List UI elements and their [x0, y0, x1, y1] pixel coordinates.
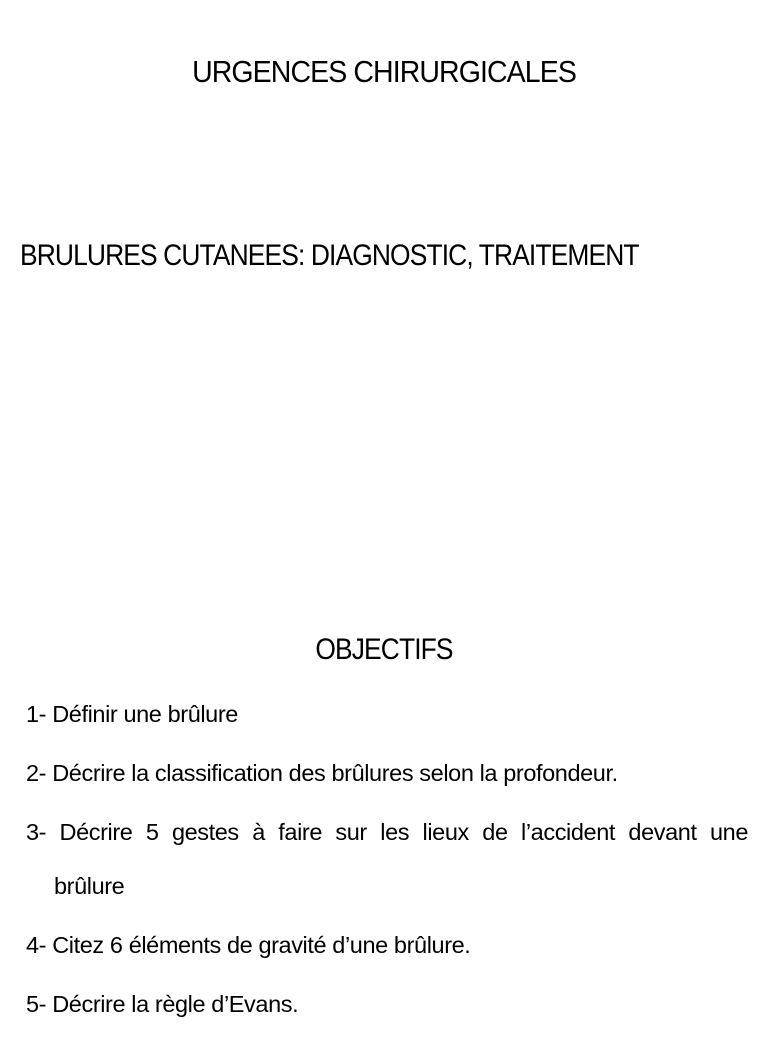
objectives-heading: OBJECTIFS — [315, 633, 453, 666]
objective-item-5 — [26, 988, 748, 1020]
objective-text-continuation: brûlure — [54, 873, 125, 899]
objectives-list — [26, 698, 748, 1047]
objective-item-1 — [26, 698, 748, 730]
objective-text: 2- Décrire la classification des brûlures selon la profondeur. — [26, 760, 618, 786]
objective-item-4 — [26, 929, 748, 961]
main-title: URGENCES CHIRURGICALES — [192, 54, 576, 89]
objective-text: 4- Citez 6 éléments de gravité d’une brûlure. — [26, 932, 471, 958]
objective-text: 5- Décrire la règle d’Evans. — [26, 991, 299, 1017]
objective-item-2 — [26, 757, 748, 789]
objective-item-3 — [26, 816, 748, 902]
subtitle: BRULURES CUTANEES: DIAGNOSTIC, TRAITEMENT — [20, 239, 639, 272]
objective-text: 1- Définir une brûlure — [26, 701, 238, 727]
objective-text: 3- Décrire 5 gestes à faire sur les lieux de l’accident devant une — [26, 819, 748, 845]
